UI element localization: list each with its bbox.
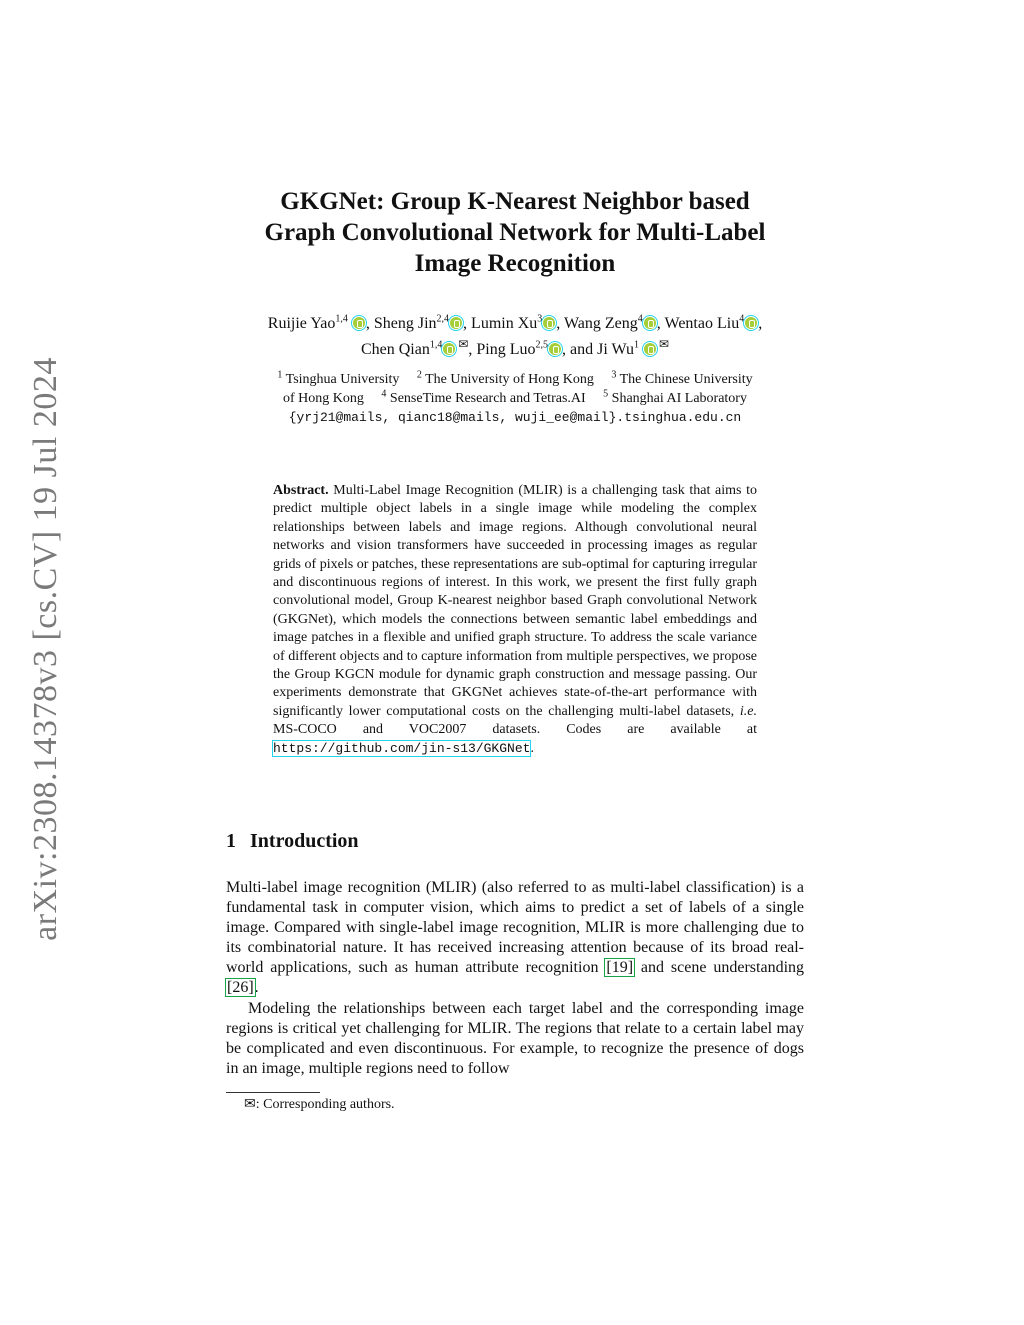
author-name: Wang Zeng xyxy=(563,315,638,332)
author-name: Sheng Jin xyxy=(373,315,437,332)
title-line-1: GKGNet: Group K-Nearest Neighbor based xyxy=(280,188,750,215)
author-affil: 1,4 xyxy=(429,339,443,351)
footnote-text: : Corresponding authors. xyxy=(255,1097,395,1112)
author-affil: 3 xyxy=(537,313,543,325)
affil-name: of Hong Kong xyxy=(283,391,364,406)
affil-name: Tsinghua University xyxy=(285,372,400,387)
author-name: Chen Qian xyxy=(360,341,430,358)
paragraph-text: Modeling the relationships between each target label and the corresponding image regions is critical yet challenging for MLIR. The regions that relate to a certain label may be complicated and even discontinuous. For example, to recognize the presence of dogs in an image, multiple regions need to follow xyxy=(226,999,804,1077)
affiliations xyxy=(226,370,804,427)
paragraph xyxy=(226,999,804,1079)
paragraph-text: . xyxy=(254,979,259,997)
orcid-icon[interactable] xyxy=(644,343,656,355)
author-affil: 1,4 xyxy=(335,313,348,325)
paragraph-text: Multi-label image recognition (MLIR) (also referred to as multi-label classification) is a fundamental task in computer vision, which aims to predict a set of labels of a single image. Compared with single-label image recognition, MLIR is more challenging due to its combinatorial nature. It has received increasing attention because of its broad real-world applications, such as human attribute recognition xyxy=(226,879,804,977)
affil-number: 1 xyxy=(277,369,283,381)
author-affil: 2,4 xyxy=(436,313,450,325)
affil-name: The University of Hong Kong xyxy=(425,372,594,387)
orcid-icon[interactable] xyxy=(745,317,757,329)
abstract-label: Abstract. xyxy=(273,483,329,498)
affil-number: 4 xyxy=(381,388,387,400)
abstract xyxy=(273,482,757,758)
envelope-icon: ✉ xyxy=(658,337,670,351)
abstract-end: . xyxy=(530,740,534,756)
paper-title xyxy=(226,186,804,279)
orcid-icon[interactable] xyxy=(353,317,365,329)
author-name: Wentao Liu xyxy=(664,315,740,332)
and-word: and xyxy=(570,341,594,358)
author-affil: 4 xyxy=(637,313,643,325)
orcid-icon[interactable] xyxy=(644,317,656,329)
affil-name: Shanghai AI Laboratory xyxy=(611,391,747,406)
orcid-icon[interactable] xyxy=(443,343,455,355)
section-title: Introduction xyxy=(250,830,359,852)
title-line-2: Graph Convolutional Network for Multi-Label xyxy=(264,219,766,246)
abstract-ie: i.e. xyxy=(739,703,757,719)
author-name: Ji Wu xyxy=(597,341,634,358)
affil-name: The Chinese University xyxy=(619,372,753,387)
abstract-text: Multi-Label Image Recognition (MLIR) is a challenging task that aims to predict multiple object labels in a single image while modeling the complex relationships between labels and image regions. Although convolutional neural networks and vision transformers have succeeded in processing images as regular grids of pixels or patches, these representations are sub-optimal for capturing irregular and discontinuous regions of interest. In this work, we present the first fully graph convolutional model, Group K-nearest neighbor based Graph convolutional Network (GKGNet), which models the connections between semantic label embeddings and image patches in a flexible and unified graph structure. To address the scale variance of different objects and to capture information from multiple perspectives, we propose the Group KGCN module for dynamic graph construction and message passing. Our experiments demonstrate that GKGNet achieves state-of-the-art performance with significantly lower computational costs on the challenging multi-label datasets, xyxy=(273,483,758,719)
code-link[interactable]: https://github.com/jin-s13/GKGNet xyxy=(273,740,531,756)
author-list: Ruijie Yao$^{1,4}$ , Sheng Jin$^{2,4}$ , Lumin Xu$^3$ , Wang Zeng$^4$ , Wentao Liu$^4$ , Chen Qian$^{1,4}$ ✉, Ping Luo$^{2,5}$ , and Ji Wu$^1$ ✉ xyxy=(267,313,763,358)
arxiv-id: arXiv:2308.14378v3 [cs.CV] 19 Jul 2024 xyxy=(27,357,64,941)
author-affil: 4 xyxy=(739,313,745,325)
envelope-icon: ✉ xyxy=(458,337,469,351)
paragraph xyxy=(226,878,804,999)
affil-number: 3 xyxy=(611,369,617,381)
author-affil: 1 xyxy=(633,339,639,351)
affil-number: 5 xyxy=(603,388,609,400)
section-number: 1 xyxy=(226,830,236,852)
paragraph-text: and scene understanding xyxy=(640,959,805,977)
author-emails: {yrj21@mails, qianc18@mails, wuji_ee@mail}.tsinghua.edu.cn xyxy=(288,410,742,425)
footnote xyxy=(244,1096,395,1114)
citation-link[interactable]: [19] xyxy=(606,959,634,977)
arxiv-watermark xyxy=(14,355,78,943)
author-affil: 2,5 xyxy=(535,339,549,351)
title-line-3: Image Recognition xyxy=(414,250,616,277)
body-text xyxy=(226,878,804,1079)
footnote-rule xyxy=(226,1092,320,1093)
orcid-icon[interactable] xyxy=(543,317,555,329)
author-name: Lumin Xu xyxy=(471,315,538,332)
citation-link[interactable]: [26] xyxy=(227,979,254,997)
envelope-icon: ✉ xyxy=(244,1097,256,1112)
affil-number: 2 xyxy=(416,369,422,381)
affil-name: SenseTime Research and Tetras.AI xyxy=(389,391,586,406)
section-heading xyxy=(226,830,359,853)
orcid-icon[interactable] xyxy=(450,317,462,329)
author-name: Ping Luo xyxy=(476,341,536,358)
abstract-text-2: MS-COCO and VOC2007 datasets. Codes are available at xyxy=(273,722,757,738)
orcid-icon[interactable] xyxy=(549,343,561,355)
author-name: Ruijie Yao xyxy=(267,315,336,332)
